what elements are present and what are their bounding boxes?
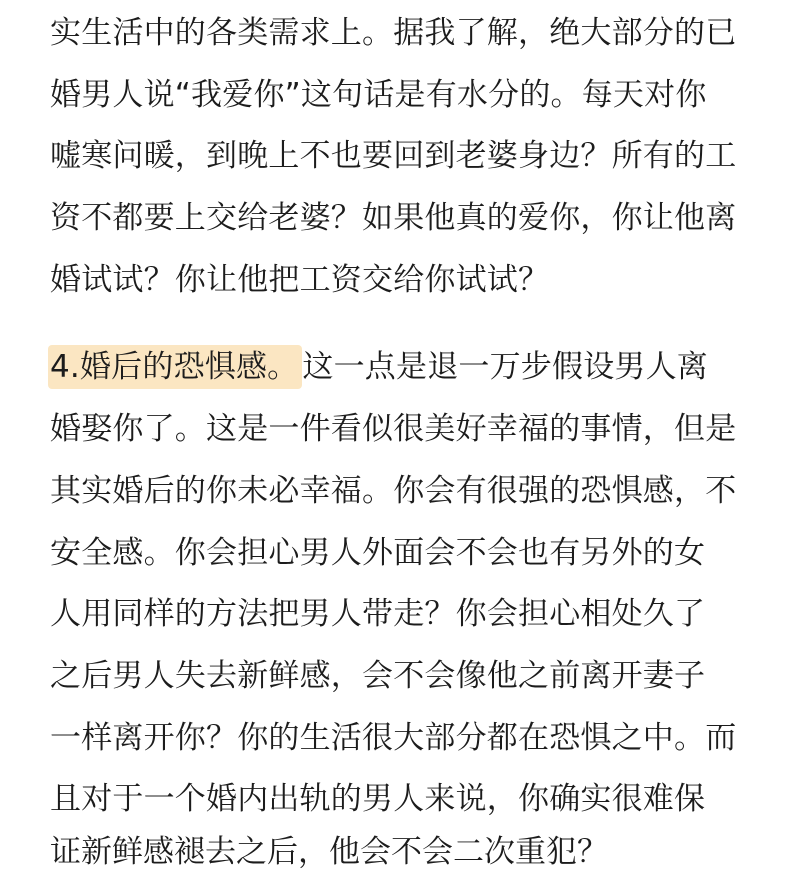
paragraph-2 [50, 337, 760, 831]
paragraph-spacer [50, 311, 760, 337]
text-line: 之后男人失去新鲜感，会不会像他之前离开妻子 [50, 657, 706, 694]
cut-off-text-line: 证新鲜感褪去之后，他会不会二次重犯？ [50, 834, 608, 870]
text-line: 婚试试？你让他把工资交给你试试？ [50, 261, 550, 298]
text-line: 实生活中的各类需求上。据我了解，绝大部分的已 [50, 15, 737, 51]
heading-line [50, 337, 760, 399]
text-line: 一样离开你？你的生活很大部分都在恐惧之中。而 [50, 719, 737, 756]
text-line: 婚娶你了。这是一件看似很美好幸福的事情，但是 [50, 411, 737, 448]
heading-line-rest: 这一点是退一万步假设男人离 [302, 349, 708, 386]
text-line: 安全感。你会担心男人外面会不会也有另外的女 [50, 534, 706, 571]
text-line: 嘘寒问暖，到晚上不也要回到老婆身边？所有的工 [50, 138, 737, 175]
paragraph-1 [50, 3, 760, 311]
text-line: 婚男人说“我爱你”这句话是有水分的。每天对你 [50, 76, 707, 113]
section-heading-highlight: 4.婚后的恐惧感。 [48, 345, 302, 389]
article-body [50, 0, 760, 831]
text-line: 且对于一个婚内出轨的男人来说，你确实很难保 [50, 781, 706, 818]
text-line: 其实婚后的你未必幸福。你会有很强的恐惧感，不 [50, 472, 737, 509]
text-line: 人用同样的方法把男人带走？你会担心相处久了 [50, 596, 706, 633]
text-line: 资不都要上交给老婆？如果他真的爱你，你让他离 [50, 200, 737, 237]
